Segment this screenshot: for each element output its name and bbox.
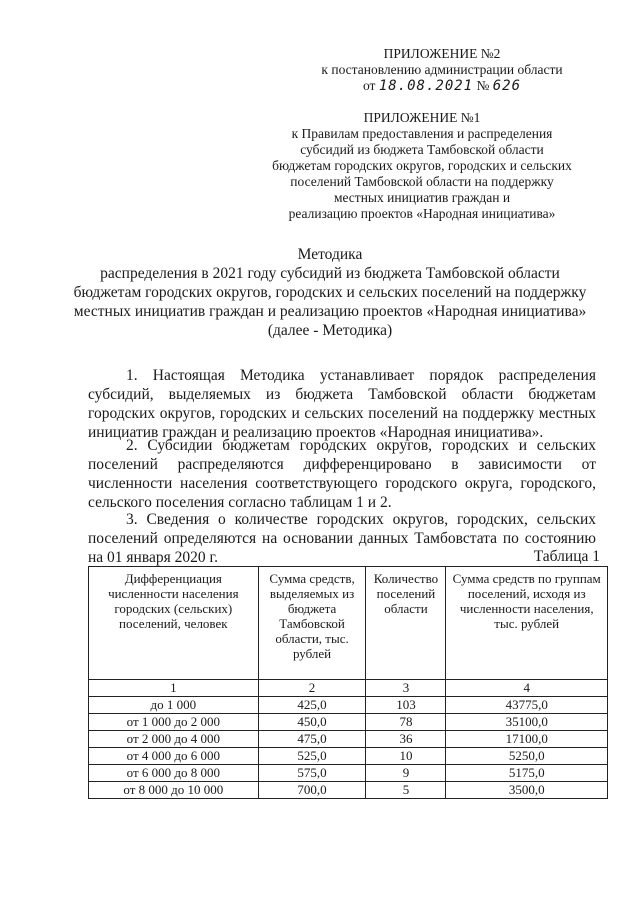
- header-population: Дифференциация численности населения городских (сельских) поселений, человек: [89, 567, 259, 680]
- table-row: [89, 697, 608, 714]
- cell-population: от 6 000 до 8 000: [89, 765, 259, 782]
- appendix-1-title: ПРИЛОЖЕНИЕ №1: [363, 110, 481, 125]
- table-caption: Таблица 1: [533, 548, 600, 565]
- table-row: [89, 714, 608, 731]
- column-number: 3: [366, 680, 446, 697]
- cell-count: 9: [366, 765, 446, 782]
- paragraph-3: 3. Сведения о количестве городских округов, городских, сельских поселений определяются на основании данных Тамбовстата по состоянию на 01 января 2020 г.: [88, 510, 596, 566]
- column-number: 4: [446, 680, 608, 697]
- methodology-line: (далее - Методика): [267, 322, 393, 339]
- methodology-heading: [70, 245, 590, 340]
- paragraph-1: 1. Настоящая Методика устанавливает порядок распределения субсидий, выделяемых из бюджета Тамбовской области бюджетам городских округов, городских и сельских поселений на поддержку местных инициатив граждан и реализацию проектов «Народная инициатива».: [88, 366, 596, 441]
- table-row: [89, 748, 608, 765]
- subsidy-table: [88, 566, 608, 799]
- cell-amount: 425,0: [258, 697, 366, 714]
- cell-count: 78: [366, 714, 446, 731]
- handwritten-number: 626: [492, 78, 522, 94]
- methodology-line: местных инициатив граждан и реализацию проектов «Народная инициатива»: [73, 303, 587, 320]
- cell-amount: 525,0: [258, 748, 366, 765]
- cell-population: от 8 000 до 10 000: [89, 782, 259, 799]
- appendix-2-date-line: [312, 78, 572, 94]
- appendix-1-line: субсидий из бюджета Тамбовской области: [300, 142, 544, 157]
- column-number-row: [89, 680, 608, 697]
- header-amount: Сумма средств, выделяемых из бюджета Тамбовской области, тыс. рублей: [258, 567, 366, 680]
- appendix-1-line: к Правилам предоставления и распределения: [291, 126, 553, 141]
- appendix-2-line: к постановлению администрации области: [321, 62, 563, 77]
- from-label: от: [362, 78, 376, 93]
- appendix-1-line: поселений Тамбовской области на поддержку: [290, 174, 554, 189]
- cell-amount: 575,0: [258, 765, 366, 782]
- cell-population: от 4 000 до 6 000: [89, 748, 259, 765]
- appendix-2-header: [312, 46, 572, 94]
- cell-population: от 2 000 до 4 000: [89, 731, 259, 748]
- cell-group-sum: 35100,0: [446, 714, 608, 731]
- cell-count: 103: [366, 697, 446, 714]
- handwritten-date: 18.08.2021: [378, 78, 474, 94]
- cell-population: от 1 000 до 2 000: [89, 714, 259, 731]
- table-row: [89, 765, 608, 782]
- column-number: 1: [89, 680, 259, 697]
- table-row: [89, 731, 608, 748]
- methodology-line: распределения в 2021 году субсидий из бюджета Тамбовской области: [100, 265, 560, 282]
- cell-group-sum: 5250,0: [446, 748, 608, 765]
- cell-population: до 1 000: [89, 697, 259, 714]
- cell-group-sum: 5175,0: [446, 765, 608, 782]
- cell-amount: 475,0: [258, 731, 366, 748]
- number-label: №: [476, 78, 490, 93]
- appendix-1-header: [272, 110, 572, 222]
- cell-count: 10: [366, 748, 446, 765]
- column-number: 2: [258, 680, 366, 697]
- cell-count: 36: [366, 731, 446, 748]
- table-header-row: [89, 567, 608, 680]
- cell-count: 5: [366, 782, 446, 799]
- table-row: [89, 782, 608, 799]
- appendix-1-line: местных инициатив граждан и: [333, 190, 511, 205]
- cell-group-sum: 3500,0: [446, 782, 608, 799]
- cell-amount: 450,0: [258, 714, 366, 731]
- methodology-line: бюджетам городских округов, городских и сельских поселений на поддержку: [73, 284, 587, 301]
- appendix-2-title: ПРИЛОЖЕНИЕ №2: [383, 46, 501, 61]
- cell-group-sum: 17100,0: [446, 731, 608, 748]
- appendix-1-line: бюджетам городских округов, городских и сельских: [272, 158, 572, 173]
- methodology-title: Методика: [297, 246, 363, 263]
- paragraph-2: 2. Субсидии бюджетам городских округов, городских и сельских поселений распределяются дифференцировано в зависимости от численности населения соответствующего городского округа, городского, сельского поселения согласно таблицам 1 и 2.: [88, 436, 596, 511]
- header-count: Количество поселений области: [366, 567, 446, 680]
- header-group-sum: Сумма средств по группам поселений, исходя из численности населения, тыс. рублей: [446, 567, 608, 680]
- cell-group-sum: 43775,0: [446, 697, 608, 714]
- cell-amount: 700,0: [258, 782, 366, 799]
- appendix-1-line: реализацию проектов «Народная инициатива»: [288, 206, 556, 221]
